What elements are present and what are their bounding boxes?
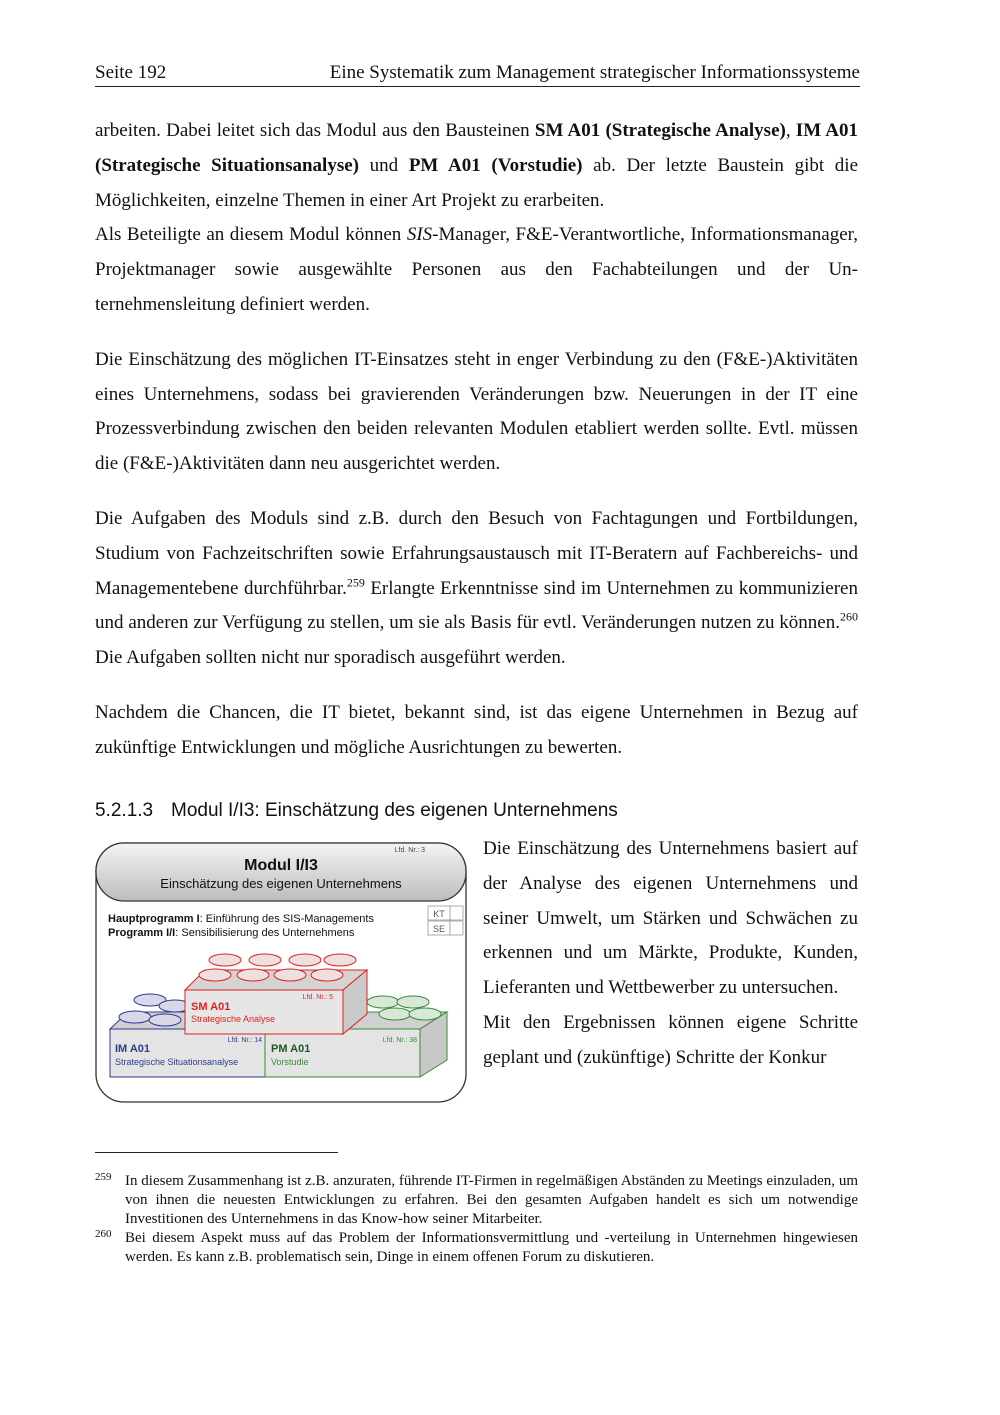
footnote-ref-259[interactable]: 259 [346, 575, 365, 590]
im-lfd: Lfd. Nr.: 14 [227, 1037, 262, 1044]
module-title: Modul I/I3 [244, 857, 318, 874]
section-heading [95, 800, 618, 822]
paragraph-5: Nachdem die Chancen, die IT bietet, bekannt sind, ist das eigene Unternehmen in Bezug auf zukünftige Entwicklungen und mögliche Ausrichtungen zu bewerten. [95, 701, 858, 758]
im-subtitle: Strategische Situationsanalyse [115, 1057, 239, 1067]
sm-title: SM A01 [191, 1001, 231, 1013]
footnote-rule [95, 1152, 338, 1153]
page-header [95, 60, 860, 87]
svg-text:SE: SE [432, 924, 446, 934]
footnote-ref-260[interactable]: 260 [840, 610, 858, 625]
section-number: 5.2.1.3 [95, 800, 154, 821]
module-subtitle: Einschätzung des eigenen Unternehmens [160, 876, 402, 891]
paragraph-1: arbeiten. Dabei leitet sich das Modul aus den Bausteinen SM A01 (Strategische Analyse), IM A01 (Strategische Situationsanalyse) und PM A01 (Vorstudie) ab. Der letzte Baustein gibt die Möglichkeiten, einzelne Themen in einer Art Projekt zu erarbeiten. [95, 120, 859, 211]
svg-text:KT: KT [433, 909, 445, 919]
main-text [95, 114, 858, 766]
running-title: Eine Systematik zum Management strategischer Informationssysteme [329, 62, 860, 83]
lfd-number-top: Lfd. Nr.: 3 [394, 847, 425, 854]
paragraph-2: Als Beteiligte an diesem Modul können SIS-Manager, F&E-Verantwortliche, Informationsmanager, Projektmanager sowie ausgewählte Personen aus den Fachabteilungen und der Unternehmensleitung definiert werden. [95, 224, 858, 315]
paragraph-3: Die Einschätzung des möglichen IT-Einsatzes steht in enger Verbindung zu den (F&E-)Aktivitäten eines Unternehmens, sodass bei gravierenden Veränderungen bzw. Neuerungen in der IT eine Prozessverbindung zwischen den beiden relevanten Modulen etabliert werden sollte. Evtl. müssen die (F&E-)Aktivitäten dann neu ausgerichtet werden. [95, 348, 858, 475]
module-figure [95, 842, 467, 1104]
pm-title: PM A01 [271, 1043, 311, 1055]
section-title: Modul I/I3: Einschätzung des eigenen Unternehmens [171, 800, 618, 821]
im-title: IM A01 [115, 1043, 151, 1055]
side-paragraph-1: Die Einschätzung des Unternehmens basiert auf der Analyse des eigenen Unternehmens und seiner Umwelt, um Stärken und Schwächen zu erkennen und um Märkte, Produkte, Kunden, Lieferanten und Wettbewerber zu untersuchen. [483, 838, 858, 999]
side-paragraph-2: Mit den Ergebnissen können eigene Schritte geplant und (zukünftige) Schritte der Konkur [483, 1011, 858, 1068]
sm-lfd: Lfd. Nr.: 5 [302, 994, 333, 1001]
main-program-line: Hauptprogramm I: Einführung des SIS-Managements [108, 913, 374, 925]
pm-subtitle: Vorstudie [271, 1057, 309, 1067]
side-text [483, 832, 858, 1076]
sm-subtitle: Strategische Analyse [191, 1014, 276, 1024]
footnotes [95, 1172, 858, 1267]
program-line: Programm I/I: Sensibilisierung des Unternehmens [108, 927, 355, 939]
footnote-259: 259 In diesem Zusammenhang ist z.B. anzuraten, führende IT-Firmen in regelmäßigen Abständen zu Meetings einzuladen, um von ihnen die neuesten Entwicklungen zu erfahren. Bei den gesamten Aufgaben handelt es sich um notwendige Investitionen des Unternehmens in das Know-how seiner Mitarbeiter. [95, 1171, 858, 1227]
page-number: Seite 192 [95, 62, 167, 83]
pm-lfd: Lfd. Nr.: 38 [382, 1037, 417, 1044]
footnote-260: 260 Bei diesem Aspekt muss auf das Problem der Informationsvermittlung und -verteilung in Unternehmen hingewiesen werden. Es kann z.B. problematisch sein, Dinge in einem offenen Forum zu diskutieren. [95, 1228, 858, 1265]
paragraph-4: Die Aufgaben des Moduls sind z.B. durch den Besuch von Fachtagungen und Fortbildungen, Studium von Fachzeitschriften sowie Erfahrungsaustausch mit IT-Beratern auf Fachbereichs- und Managementebene durchführbar.$^{259}$ Erlangte Erkenntnisse sind im Unternehmen zu kommunizieren und anderen zur Verfügung zu stellen, um sie als Basis für evtl. Veränderungen nutzen zu können.$^{260}$ Die Aufgaben sollten nicht nur sporadisch ausgeführt werden. [95, 507, 858, 669]
